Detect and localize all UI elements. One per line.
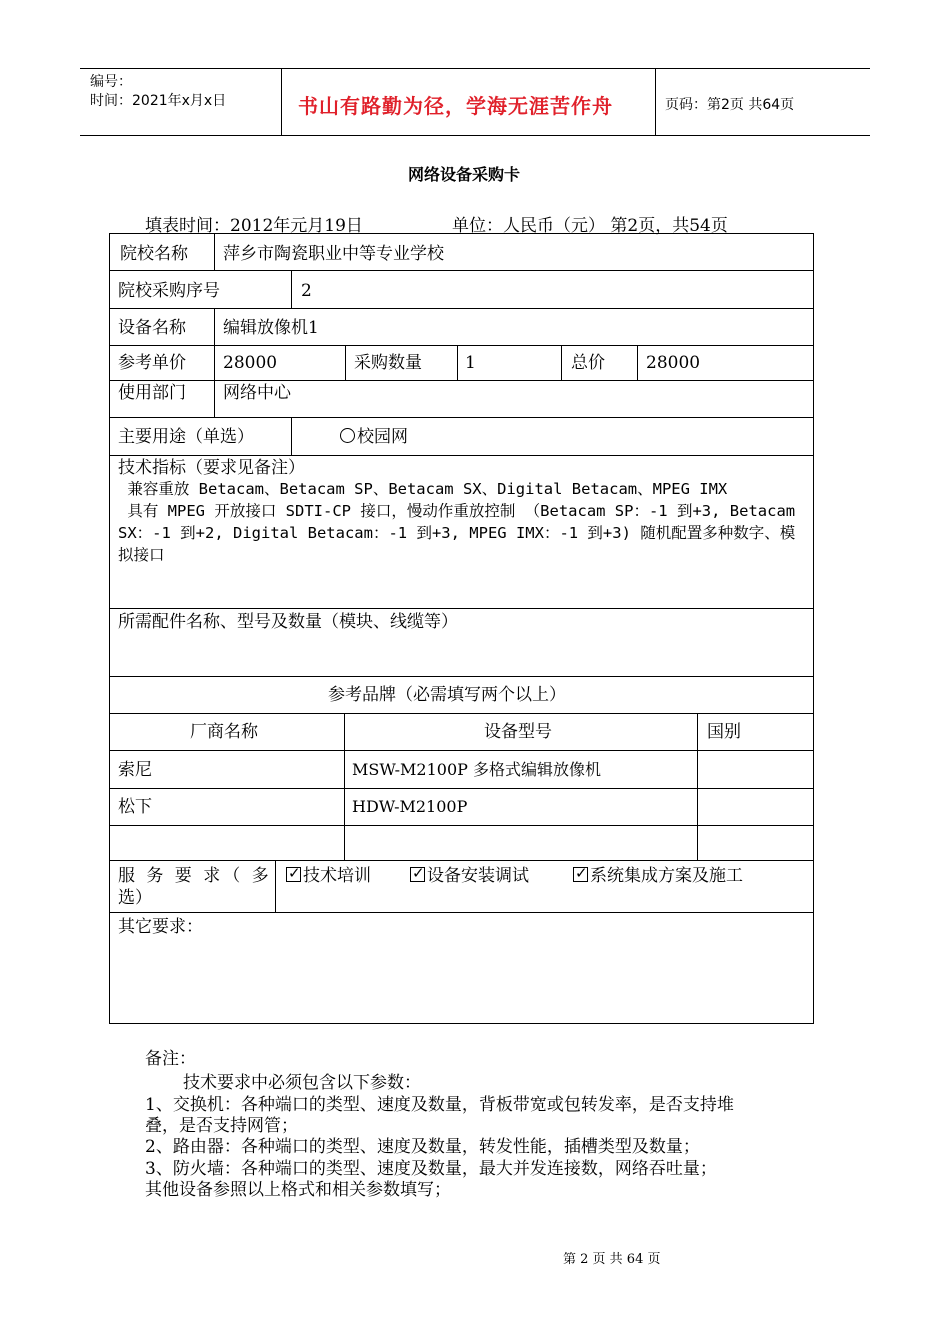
checkbox-checked-icon[interactable]: ✓ bbox=[575, 864, 588, 882]
service-option-label: 系统集成方案及施工 bbox=[590, 866, 743, 886]
qty-label: 采购数量 bbox=[354, 353, 422, 373]
row-rule bbox=[109, 676, 814, 677]
row-rule bbox=[109, 608, 814, 609]
qty-value: 1 bbox=[465, 353, 476, 373]
accessory-label: 所需配件名称、型号及数量（模块、线缆等） bbox=[118, 612, 458, 632]
seq-value: 2 bbox=[301, 281, 312, 301]
fill-time: 填表时间：2012年元月19日 bbox=[145, 216, 363, 236]
total-label: 总价 bbox=[571, 353, 605, 373]
row-rule bbox=[109, 860, 814, 861]
notes-line: 3、防火墙：各种端口的类型、速度及数量，最大并发连接数，网络吞吐量； bbox=[145, 1159, 717, 1179]
notes-line: 1、交换机：各种端口的类型、速度及数量，背板带宽或包转发率，是否支持堆 bbox=[145, 1095, 734, 1115]
dept-label: 使用部门 bbox=[118, 383, 186, 403]
brand-header-model: 设备型号 bbox=[484, 722, 552, 742]
header-divider-right bbox=[655, 68, 656, 136]
col-rule bbox=[344, 713, 345, 860]
device-label: 设备名称 bbox=[118, 318, 186, 338]
notes-title: 备注： bbox=[145, 1049, 196, 1069]
school-label: 院校名称 bbox=[120, 244, 188, 264]
row-rule bbox=[109, 750, 814, 751]
school-value: 萍乡市陶瓷职业中等专业学校 bbox=[223, 244, 444, 264]
row-rule bbox=[109, 713, 814, 714]
brand-maker: 松下 bbox=[118, 797, 152, 817]
header-time-label: 时间：2021年x月x日 bbox=[90, 93, 227, 109]
brand-maker: 索尼 bbox=[118, 760, 152, 780]
tech-text: 兼容重放 Betacam、Betacam SP、Betacam SX、Digital Betacam、MPEG IMX 具有 MPEG 开放接口 SDTI-CP 接口，慢动作重放控制 （Betacam SP：-1 到+3, Betacam SX：-1 到+2, Digital Betacam：-1 到+3, MPEG IMX：-1 到+3) 随机配置多种数字、模拟接口 bbox=[118, 480, 796, 564]
service-option-install[interactable] bbox=[410, 865, 529, 887]
header-divider-left bbox=[281, 68, 282, 136]
service-option-training[interactable] bbox=[286, 865, 371, 887]
row-rule bbox=[109, 788, 814, 789]
row-rule bbox=[109, 455, 814, 456]
brand-header-country: 国别 bbox=[707, 722, 741, 742]
col-rule bbox=[637, 345, 638, 380]
header-bottom-rule bbox=[80, 135, 870, 136]
header-top-rule bbox=[80, 68, 870, 69]
service-label: 服 务 要 求（ 多 bbox=[118, 866, 272, 886]
col-rule bbox=[345, 345, 346, 380]
notes-line: 叠，是否支持网管； bbox=[145, 1116, 298, 1136]
device-value: 编辑放像机1 bbox=[223, 318, 319, 338]
row-rule bbox=[109, 825, 814, 826]
usage-option[interactable] bbox=[340, 426, 408, 448]
col-rule bbox=[214, 233, 215, 270]
col-rule bbox=[697, 713, 698, 860]
usage-option-label: 校园网 bbox=[357, 427, 408, 447]
checkbox-checked-icon[interactable]: ✓ bbox=[412, 864, 425, 882]
service-label-cont: 选） bbox=[118, 888, 152, 908]
header-page-info: 页码：第2页 共64页 bbox=[665, 97, 795, 113]
row-rule bbox=[109, 270, 814, 271]
notes-line: 其他设备参照以上格式和相关参数填写； bbox=[145, 1180, 451, 1200]
tech-label: 技术指标（要求见备注） bbox=[118, 458, 305, 478]
brand-header-maker: 厂商名称 bbox=[190, 722, 258, 742]
col-rule bbox=[457, 345, 458, 380]
checkbox-checked-icon[interactable]: ✓ bbox=[288, 864, 301, 882]
col-rule bbox=[291, 270, 292, 308]
page-title: 网络设备采购卡 bbox=[408, 165, 521, 184]
service-option-integration[interactable] bbox=[573, 865, 743, 887]
service-option-label: 设备安装调试 bbox=[427, 866, 529, 886]
radio-icon[interactable] bbox=[340, 428, 355, 443]
header-number-label: 编号： bbox=[90, 74, 132, 90]
brand-model: HDW-M2100P bbox=[352, 797, 468, 816]
total-value: 28000 bbox=[646, 353, 701, 373]
col-rule bbox=[214, 380, 215, 417]
usage-label: 主要用途（单选） bbox=[118, 427, 254, 447]
price-label: 参考单价 bbox=[118, 353, 186, 373]
row-rule bbox=[109, 912, 814, 913]
brand-title: 参考品牌（必需填写两个以上） bbox=[328, 685, 566, 705]
dept-value: 网络中心 bbox=[223, 383, 291, 403]
unit-info: 单位：人民币（元） 第2页，共54页 bbox=[452, 216, 728, 236]
other-label: 其它要求： bbox=[118, 917, 203, 937]
seq-label: 院校采购序号 bbox=[118, 281, 220, 301]
col-rule bbox=[561, 345, 562, 380]
header-motto: 书山有路勤为径，学海无涯苦作舟 bbox=[298, 94, 613, 118]
notes-intro: 技术要求中必须包含以下参数： bbox=[183, 1073, 421, 1093]
row-rule bbox=[109, 417, 814, 418]
col-rule bbox=[214, 308, 215, 380]
col-rule bbox=[291, 417, 292, 455]
page-footer: 第 2 页 共 64 页 bbox=[563, 1252, 661, 1267]
notes-line: 2、路由器：各种端口的类型、速度及数量，转发性能，插槽类型及数量； bbox=[145, 1137, 700, 1157]
col-rule bbox=[275, 860, 276, 912]
brand-model: MSW-M2100P 多格式编辑放像机 bbox=[352, 760, 601, 779]
price-value: 28000 bbox=[223, 353, 278, 373]
service-option-label: 技术培训 bbox=[303, 866, 371, 886]
